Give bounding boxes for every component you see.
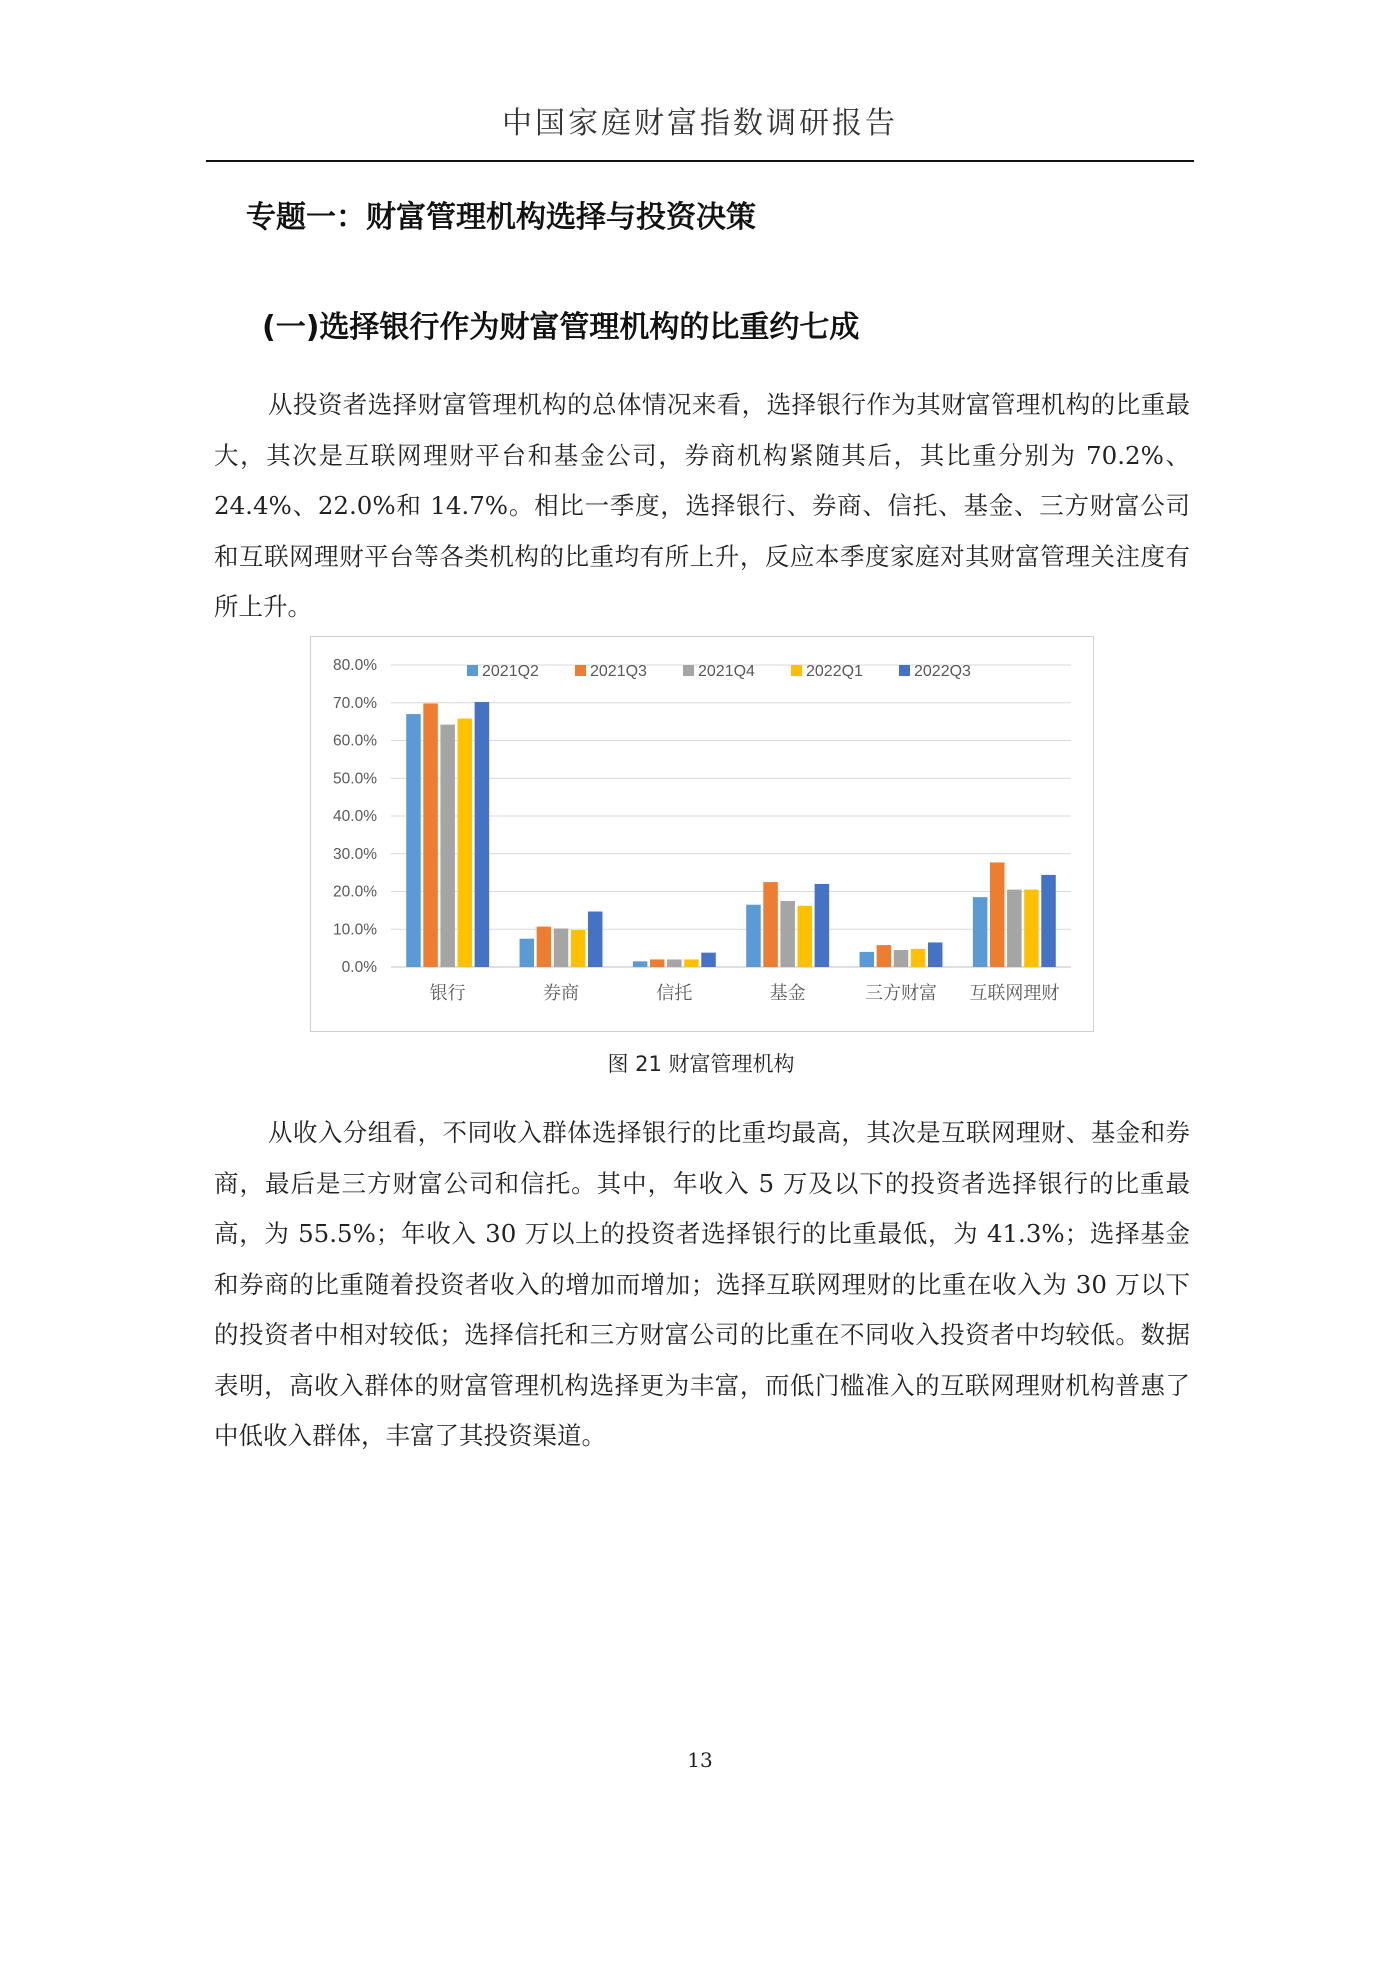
x-category-label: 基金	[769, 983, 806, 1003]
y-tick-label: 80.0%	[333, 657, 377, 674]
y-tick-label: 0.0%	[341, 959, 377, 976]
y-tick-label: 70.0%	[333, 694, 377, 712]
bar-chart	[310, 636, 1094, 1032]
y-tick-label: 30.0%	[333, 845, 377, 863]
body-paragraph-1: 从投资者选择财富管理机构的总体情况来看，选择银行作为其财富管理机构的比重最大，其次是互联网理财平台和基金公司，券商机构紧随其后，其比重分别为 70.2%、24.4%、22.0%和 14.7%。相比一季度，选择银行、券商、信托、基金、三方财富公司和互联网理财平台等各类机构的比重均有所上升，反应本季度家庭对其财富管理关注度有所上升。	[214, 390, 1190, 621]
bar-2022Q3	[815, 884, 830, 967]
legend-swatch	[683, 665, 694, 676]
bar-2021Q4	[1007, 890, 1022, 967]
legend-label: 2021Q4	[698, 663, 755, 680]
bar-2021Q2	[406, 714, 421, 967]
bar-2021Q2	[633, 961, 648, 967]
bar-2021Q4	[554, 928, 569, 967]
bar-2022Q3	[928, 942, 943, 967]
x-category-label: 券商	[543, 983, 579, 1003]
bar-2022Q3	[588, 912, 603, 967]
legend-swatch	[791, 665, 802, 676]
page-number: 13	[687, 1748, 713, 1772]
page-header-title: 中国家庭财富指数调研报告	[502, 106, 898, 141]
bar-2022Q1	[458, 719, 473, 967]
bar-2022Q1	[1024, 890, 1039, 967]
bar-2021Q2	[746, 905, 761, 967]
bar-2021Q3	[763, 882, 778, 967]
bar-2022Q3	[701, 953, 716, 967]
y-tick-label: 10.0%	[333, 921, 377, 939]
bar-2021Q4	[667, 959, 682, 967]
y-tick-label: 40.0%	[333, 808, 377, 825]
y-tick-label: 60.0%	[333, 732, 377, 750]
bar-2021Q3	[990, 862, 1005, 967]
legend-label: 2021Q2	[482, 663, 539, 680]
figure-caption: 图 21 财富管理机构	[607, 1052, 795, 1076]
bar-2022Q3	[1041, 875, 1056, 967]
bar-2021Q3	[877, 945, 892, 967]
bar-2022Q1	[911, 949, 926, 967]
chart-canvas	[311, 637, 1093, 1031]
bar-2021Q4	[780, 901, 795, 967]
bar-2021Q2	[973, 897, 988, 967]
legend-swatch	[575, 665, 586, 676]
x-category-label: 信托	[656, 983, 693, 1003]
legend-label: 2022Q3	[914, 663, 971, 680]
bar-2022Q3	[475, 702, 490, 967]
bar-2021Q3	[537, 927, 552, 967]
legend-label: 2022Q1	[806, 663, 863, 680]
section-subtitle: (一)选择银行作为财富管理机构的比重约七成	[262, 310, 860, 345]
legend-swatch	[467, 665, 478, 676]
legend-swatch	[899, 665, 910, 676]
header-divider	[206, 160, 1194, 162]
x-category-label: 互联网理财	[969, 983, 1060, 1003]
bar-2022Q1	[684, 959, 699, 967]
legend-label: 2021Q3	[590, 663, 647, 680]
bar-2021Q2	[520, 939, 535, 967]
bar-2021Q4	[440, 725, 455, 967]
y-tick-label: 20.0%	[333, 883, 377, 901]
y-tick-label: 50.0%	[333, 770, 377, 788]
x-category-label: 三方财富	[865, 983, 937, 1003]
bar-2021Q3	[423, 704, 438, 967]
section-title: 专题一：财富管理机构选择与投资决策	[246, 200, 756, 235]
bar-2021Q3	[650, 959, 665, 967]
x-category-label: 银行	[429, 983, 466, 1003]
bar-2022Q1	[798, 906, 813, 967]
bar-2021Q2	[860, 952, 875, 967]
body-paragraph-2: 从收入分组看，不同收入群体选择银行的比重均最高，其次是互联网理财、基金和券商，最后是三方财富公司和信托。其中，年收入 5 万及以下的投资者选择银行的比重最高，为 55.5%；年收入 30 万以上的投资者选择银行的比重最低，为 41.3%；选择基金和券商的比重随着投资者收入的增加而增加；选择互联网理财的比重在收入为 30 万以下的投资者中相对较低；选择信托和三方财富公司的比重在不同收入投资者中均较低。数据表明，高收入群体的财富管理机构选择更为丰富，而低门槛准入的互联网理财机构普惠了中低收入群体，丰富了其投资渠道。	[214, 1118, 1190, 1450]
bar-2021Q4	[894, 950, 909, 967]
bar-2022Q1	[571, 930, 586, 967]
